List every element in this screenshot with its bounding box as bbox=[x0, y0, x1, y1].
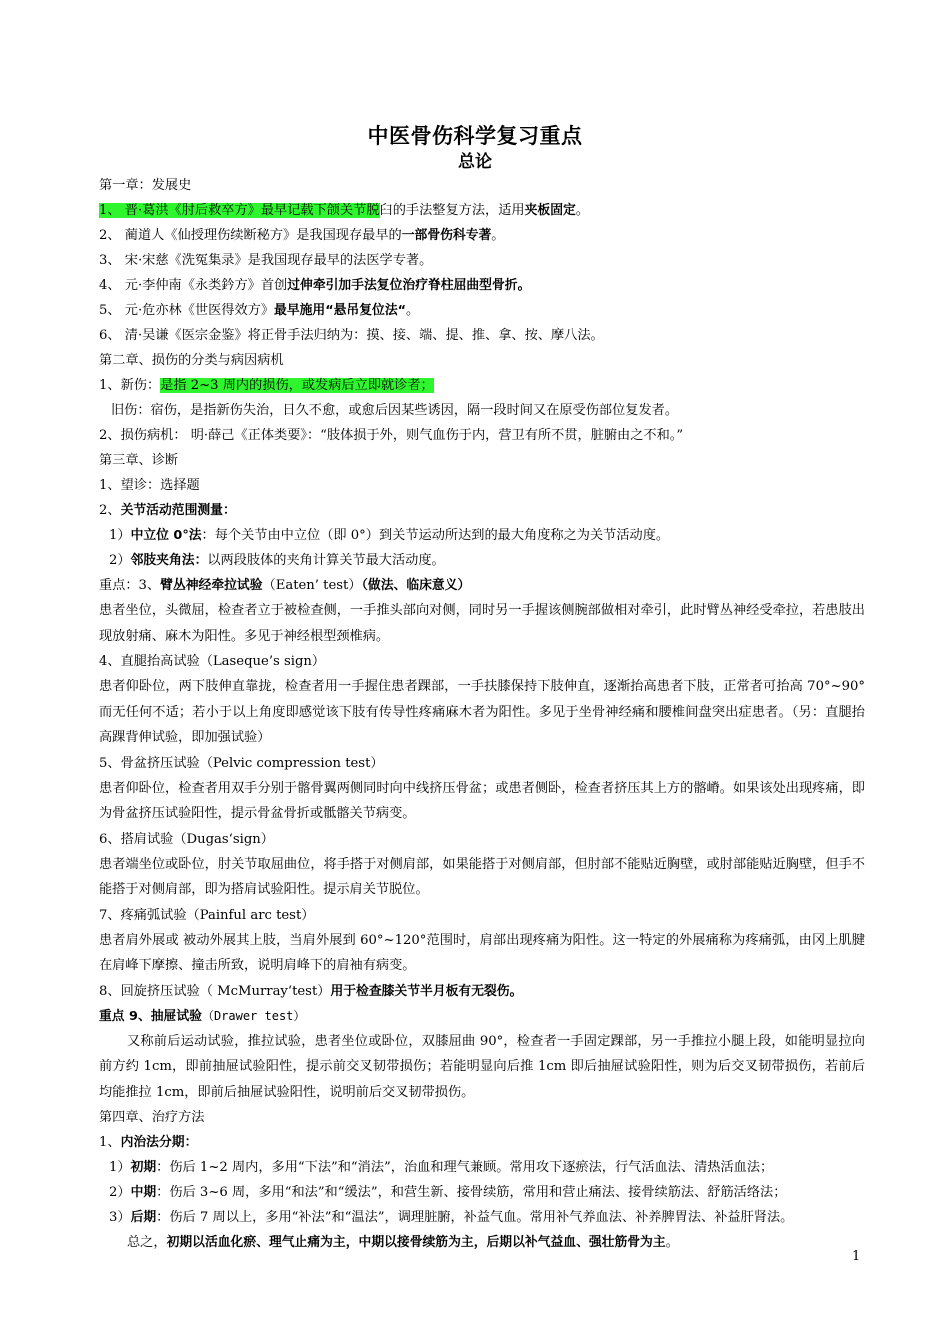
text: 。 bbox=[491, 228, 505, 243]
bold-text: 过伸牵引加手法复位治疗脊柱屈曲型骨折。 bbox=[287, 278, 531, 293]
bold-text: 初期以活血化瘀、理气止痛为主，中期以接骨续筋为主，后期以补气益血、强壮筋骨为主 bbox=[166, 1235, 666, 1250]
drawer-text: 又称前后运动试验，推拉试验，患者坐位或卧位，双膝屈曲 90°，检查者一手固定踝部，另一手推拉小腿上段，如能明显拉向前方约 1cm，即前抽屉试验阳性，提示前交叉韧带损伤；若能明显向后推 1cm 即后抽屉试验阳性，则为后交叉韧带损伤，若前后均能推拉 1cm，即前后抽屉试验阳性，说明前后交叉韧带损伤。 bbox=[99, 1033, 865, 1100]
text: 8、回旋挤压试验（ McMurray‘test） bbox=[99, 983, 331, 999]
slr-text: 患者仰卧位，两下肢伸直靠拢，检查者用一手握住患者踝部，一手扶膝保持下肢伸直，逐渐抬高患者下肢，正常者可抬高 70°~90°而无任何不适；若小于以上角度即感觉该下肢有传导性疼痛麻木者为阳性。多见于坐骨神经痛和腰椎间盘突出症患者。（另：直腿抬高踝背伸试验，即加强试验） bbox=[99, 679, 865, 745]
injury-mechanism: 2、损伤病机： 明·薛己《正体类要》：“肢体损于外，则气血伤于内，营卫有所不贯，脏腑由之不和。” bbox=[99, 428, 684, 443]
text: 4、 元·李仲南《永类鈐方》首创 bbox=[99, 278, 288, 293]
text: 总之， bbox=[127, 1235, 167, 1250]
text: ：每个关节由中立位（即 0°）到关节运动所达到的最大角度称之为关节活动度。 bbox=[201, 528, 670, 543]
bold-text: 中期 bbox=[130, 1185, 157, 1200]
bold-text: 用于检查膝关节半月板有无裂伤。 bbox=[330, 983, 523, 999]
rom-method-2 bbox=[99, 548, 865, 573]
chapter-1-heading: 第一章：发展史 bbox=[99, 178, 192, 193]
text: 。 bbox=[406, 303, 420, 318]
rom-heading bbox=[99, 498, 865, 523]
bold-text: 臂丛神经牵拉试验 bbox=[160, 578, 263, 593]
text: ：伤后 3~6 周，多用“和法”和“缓法”，和营生新、接骨续筋，常用和营止痛法、接骨续筋法、舒筋活络法； bbox=[156, 1185, 787, 1200]
bold-text: 初期 bbox=[130, 1160, 157, 1175]
text: 2、 bbox=[99, 503, 121, 518]
drawer-heading bbox=[99, 1004, 865, 1029]
text: ：伤后 1~2 周内，多用“下法”和“消法”，治血和理气兼顾。常用攻下逐瘀法，行气活血法、清热活血法； bbox=[156, 1160, 774, 1175]
text: 臼的手法整复方法，适用 bbox=[379, 203, 525, 218]
highlight: 1、 晋·葛洪《肘后救卒方》最早记载下颌关节脱 bbox=[99, 203, 380, 218]
mcmurray-heading bbox=[99, 979, 865, 1004]
text: 1） bbox=[109, 528, 131, 543]
bold-text: 中立位 0°法 bbox=[130, 528, 202, 543]
inspection: 1、望诊：选择题 bbox=[99, 478, 200, 493]
internal-treatment-heading bbox=[99, 1130, 865, 1155]
text: 5、 元·危亦林《世医得效方》 bbox=[99, 303, 275, 318]
arc-heading: 7、疼痛弧试验（Painful arc test） bbox=[99, 907, 315, 923]
ch1-item-3: 3、 宋·宋慈《洗冤集录》是我国现存最早的法医学专著。 bbox=[99, 253, 433, 268]
summary bbox=[99, 1230, 865, 1255]
text: 1、新伤： bbox=[99, 378, 161, 393]
text: ：伤后 7 周以上，多用“补法”和“温法”，调理脏腑，补益气血。常用补气养血法、补养脾胃法、补益肝肾法。 bbox=[156, 1210, 794, 1225]
eaton-text: 患者坐位，头微屈，检查者立于被检查侧，一手推头部向对侧，同时另一手握该侧腕部做相对牵引，此时臂丛神经受牵拉，若患肢出现放射痛、麻木为阳性。多见于神经根型颈椎病。 bbox=[99, 603, 865, 644]
pelvic-text: 患者仰卧位，检查者用双手分别于髂骨翼两侧同时向中线挤压骨盆；或患者侧卧，检查者挤压其上方的髂嵴。如果该处出现疼痛，即为骨盆挤压试验阳性，提示骨盆骨折或骶髂关节病变。 bbox=[99, 780, 865, 821]
chapter-2-heading: 第二章、损伤的分类与病因病机 bbox=[99, 353, 284, 368]
arc-text: 患者肩外展或 被动外展其上肢，当肩外展到 60°~120°范围时，肩部出现疼痛为阳性。这一特定的外展痛称为疼痛弧，由冈上肌腱在肩峰下摩擦、撞击所致，说明肩峰下的肩袖有病变。 bbox=[99, 932, 865, 973]
dugas-text: 患者端坐位或卧位，肘关节取屈曲位，将手搭于对侧肩部，如果能搭于对侧肩部，但肘部不能贴近胸壁，或肘部能贴近胸壁，但手不能搭于对侧肩部，即为搭肩试验阳性。提示肩关节脱位。 bbox=[99, 856, 865, 897]
dugas-heading: 6、搭肩试验（Dugas‘sign） bbox=[99, 831, 274, 847]
document-body bbox=[99, 173, 865, 1255]
chapter-4-heading: 第四章、治疗方法 bbox=[99, 1110, 205, 1125]
slr-heading: 4、直腿抬高试验（Laseque’s sign） bbox=[99, 654, 326, 669]
ch1-item-4 bbox=[99, 273, 865, 298]
rom-method-1 bbox=[99, 523, 865, 548]
text: 2、 蔺道人《仙授理伤续断秘方》是我国现存最早的 bbox=[99, 228, 402, 243]
ch1-item-6: 6、 清·吴谦《医宗金鉴》将正骨手法归纳为：摸、接、端、提、推、拿、按、摩八法。 bbox=[99, 328, 604, 343]
stage-middle bbox=[99, 1180, 865, 1205]
stage-early bbox=[99, 1155, 865, 1180]
bold-text: 关节活动范围测量： bbox=[120, 503, 236, 518]
highlight: 是指 2~3 周内的损伤，或发病后立即就诊者； bbox=[160, 378, 434, 393]
text: 1） bbox=[109, 1160, 131, 1175]
bold-text: 后期 bbox=[130, 1210, 157, 1225]
ch1-item-5 bbox=[99, 298, 865, 323]
text: 2） bbox=[109, 1185, 131, 1200]
text: 2） bbox=[109, 553, 131, 568]
eaton-heading bbox=[99, 573, 865, 598]
pelvic-heading: 5、骨盆挤压试验（Pelvic compression test） bbox=[99, 755, 384, 771]
text: 以两段肢体的夹角计算关节最大活动度。 bbox=[207, 553, 445, 568]
old-injury: 旧伤：宿伤，是指新伤失治，日久不愈，或愈后因某些诱因，隔一段时间又在原受伤部位复发者。 bbox=[111, 403, 679, 418]
stage-late bbox=[99, 1205, 865, 1230]
text: 。 bbox=[665, 1235, 679, 1250]
text: 重点：3、 bbox=[99, 578, 161, 593]
document-subtitle: 总论 bbox=[458, 152, 492, 172]
bold-text: （做法、临床意义） bbox=[361, 578, 471, 593]
page-number: 1 bbox=[852, 1249, 861, 1264]
document-title: 中医骨伤科学复习重点 bbox=[367, 124, 583, 148]
text: 1、 bbox=[99, 1135, 121, 1150]
text: （Eaten’ test） bbox=[262, 578, 362, 593]
ch1-item-1 bbox=[99, 198, 865, 223]
text: 。 bbox=[575, 203, 589, 218]
new-injury bbox=[99, 373, 865, 398]
text: 3） bbox=[109, 1210, 131, 1225]
text: （Drawer test） bbox=[201, 1008, 306, 1023]
bold-text: 邻肢夹角法： bbox=[130, 553, 208, 568]
bold-text: 夹板固定 bbox=[524, 203, 576, 218]
bold-text: 重点 9、抽屉试验 bbox=[99, 1008, 202, 1024]
chapter-3-heading: 第三章、诊断 bbox=[99, 453, 179, 468]
bold-text: 最早施用“悬吊复位法“ bbox=[274, 303, 407, 318]
bold-text: 一部骨伤科专著 bbox=[401, 228, 492, 243]
ch1-item-2 bbox=[99, 223, 865, 248]
bold-text: 内治法分期： bbox=[120, 1135, 198, 1150]
